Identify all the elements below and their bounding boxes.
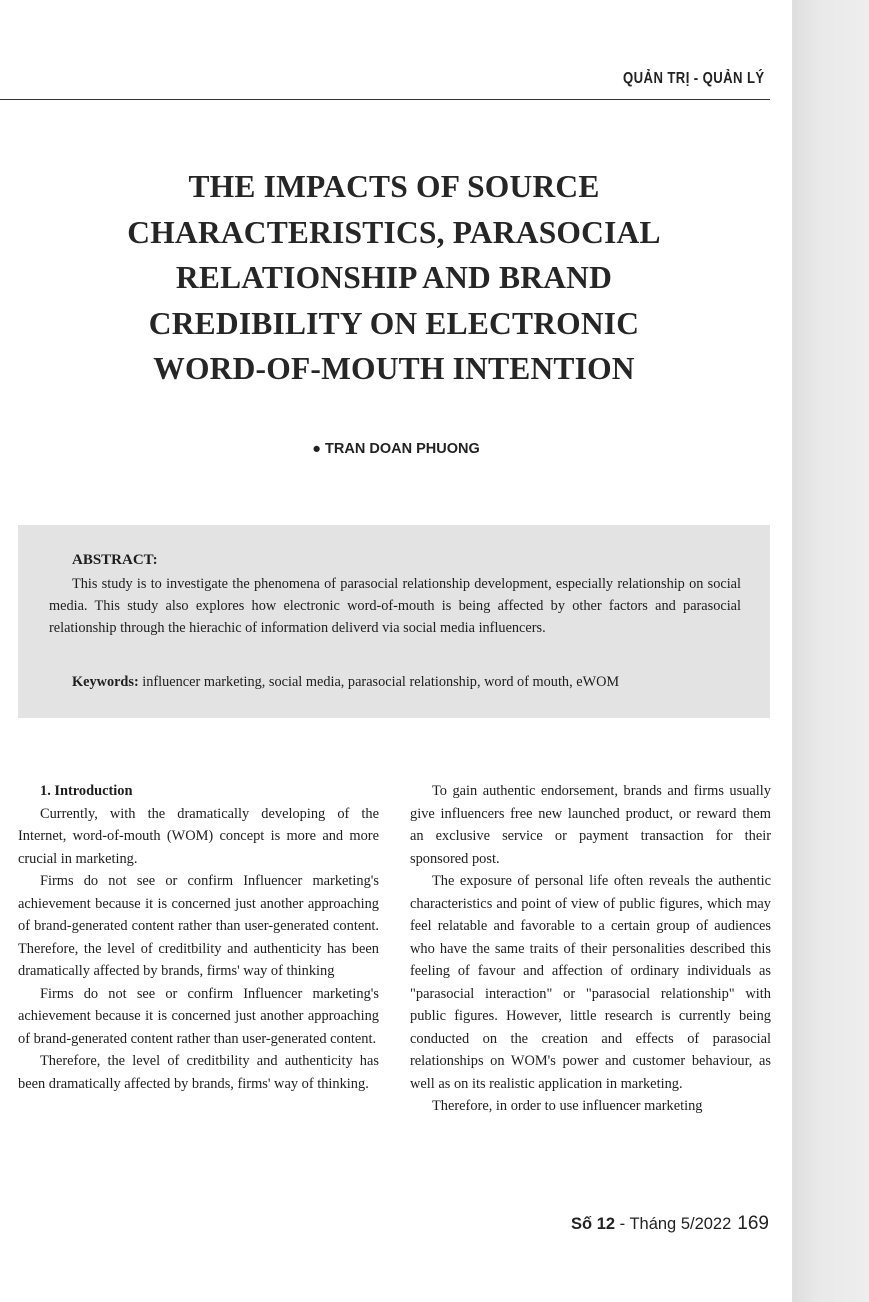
- keywords-label: Keywords:: [72, 674, 139, 690]
- paragraph: To gain authentic endorsement, brands and firms usually give influencers free new launched product, or reward them an exclusive service or payment transaction for their sponsored post.: [410, 783, 771, 867]
- left-column: [18, 780, 379, 1095]
- footer-separator: -: [615, 1215, 630, 1233]
- paragraph: The exposure of personal life often reveals the authentic characteristics and point of view of public figures, which may feel relatable and favorable to a certain group of audiences who have the same traits of their personalities described this feeling of favour and affection of ordinary individuals as "parasocial interaction" or "parasocial relationship" with public figures. However, little research is currently being conducted on the creation and effects of parasocial relationships on WOM's power and customer behaviour, as well as on its realistic application in marketing.: [410, 873, 771, 1092]
- header-rule: [0, 99, 770, 100]
- paragraph: Therefore, in order to use influencer marketing: [432, 1098, 703, 1114]
- keywords-line: [49, 672, 749, 694]
- title-line: CHARACTERISTICS, PARASOCIAL: [127, 214, 661, 250]
- title-line: THE IMPACTS OF SOURCE: [188, 169, 600, 204]
- section-header: QUẢN TRỊ - QUẢN LÝ: [623, 70, 765, 87]
- paragraph: Therefore, the level of creditbility and authenticity has been dramatically affected by brands, firms' way of thinking.: [18, 1053, 379, 1092]
- page-footer: [571, 1213, 769, 1235]
- abstract-text: This study is to investigate the phenomena of parasocial relationship development, especially relationship on social media. This study also explores how electronic word-of-mouth is being affected by other factors and parasocial relationship through the hierachic of information deliverd via social media influencers.: [49, 576, 741, 636]
- page-number: 169: [737, 1213, 769, 1234]
- issue-date: Tháng 5/2022: [629, 1215, 732, 1233]
- page-spine-shadow: [792, 0, 869, 1302]
- title-line: RELATIONSHIP AND BRAND: [175, 260, 613, 295]
- abstract-label: ABSTRACT:: [72, 552, 158, 568]
- keywords-text: influencer marketing, social media, parasocial relationship, word of mouth, eWOM: [142, 674, 620, 690]
- section-heading: 1. Introduction: [40, 783, 133, 799]
- paragraph: Firms do not see or confirm Influencer marketing's achievement because it is concerned just another approaching of brand-generated content rather than user-generated content.: [18, 985, 379, 1047]
- paragraph: Currently, with the dramatically developing of the Internet, word-of-mouth (WOM) concept is more and more crucial in marketing.: [18, 805, 379, 867]
- article-title: [60, 164, 728, 392]
- title-line: WORD-OF-MOUTH INTENTION: [153, 351, 635, 386]
- right-column: [410, 780, 771, 1118]
- paragraph: Firms do not see or confirm Influencer marketing's achievement because it is concerned just another approaching of brand-generated content rather than user-generated content. Therefore, the level of creditbility and authenticity has been dramatically affected by brands, firms' way of thinking: [18, 873, 379, 979]
- title-line: CREDIBILITY ON ELECTRONIC: [148, 305, 640, 341]
- author-name: ● TRAN DOAN PHUONG: [312, 441, 480, 457]
- abstract-box: [18, 525, 770, 718]
- issue-number: Số 12: [571, 1215, 616, 1233]
